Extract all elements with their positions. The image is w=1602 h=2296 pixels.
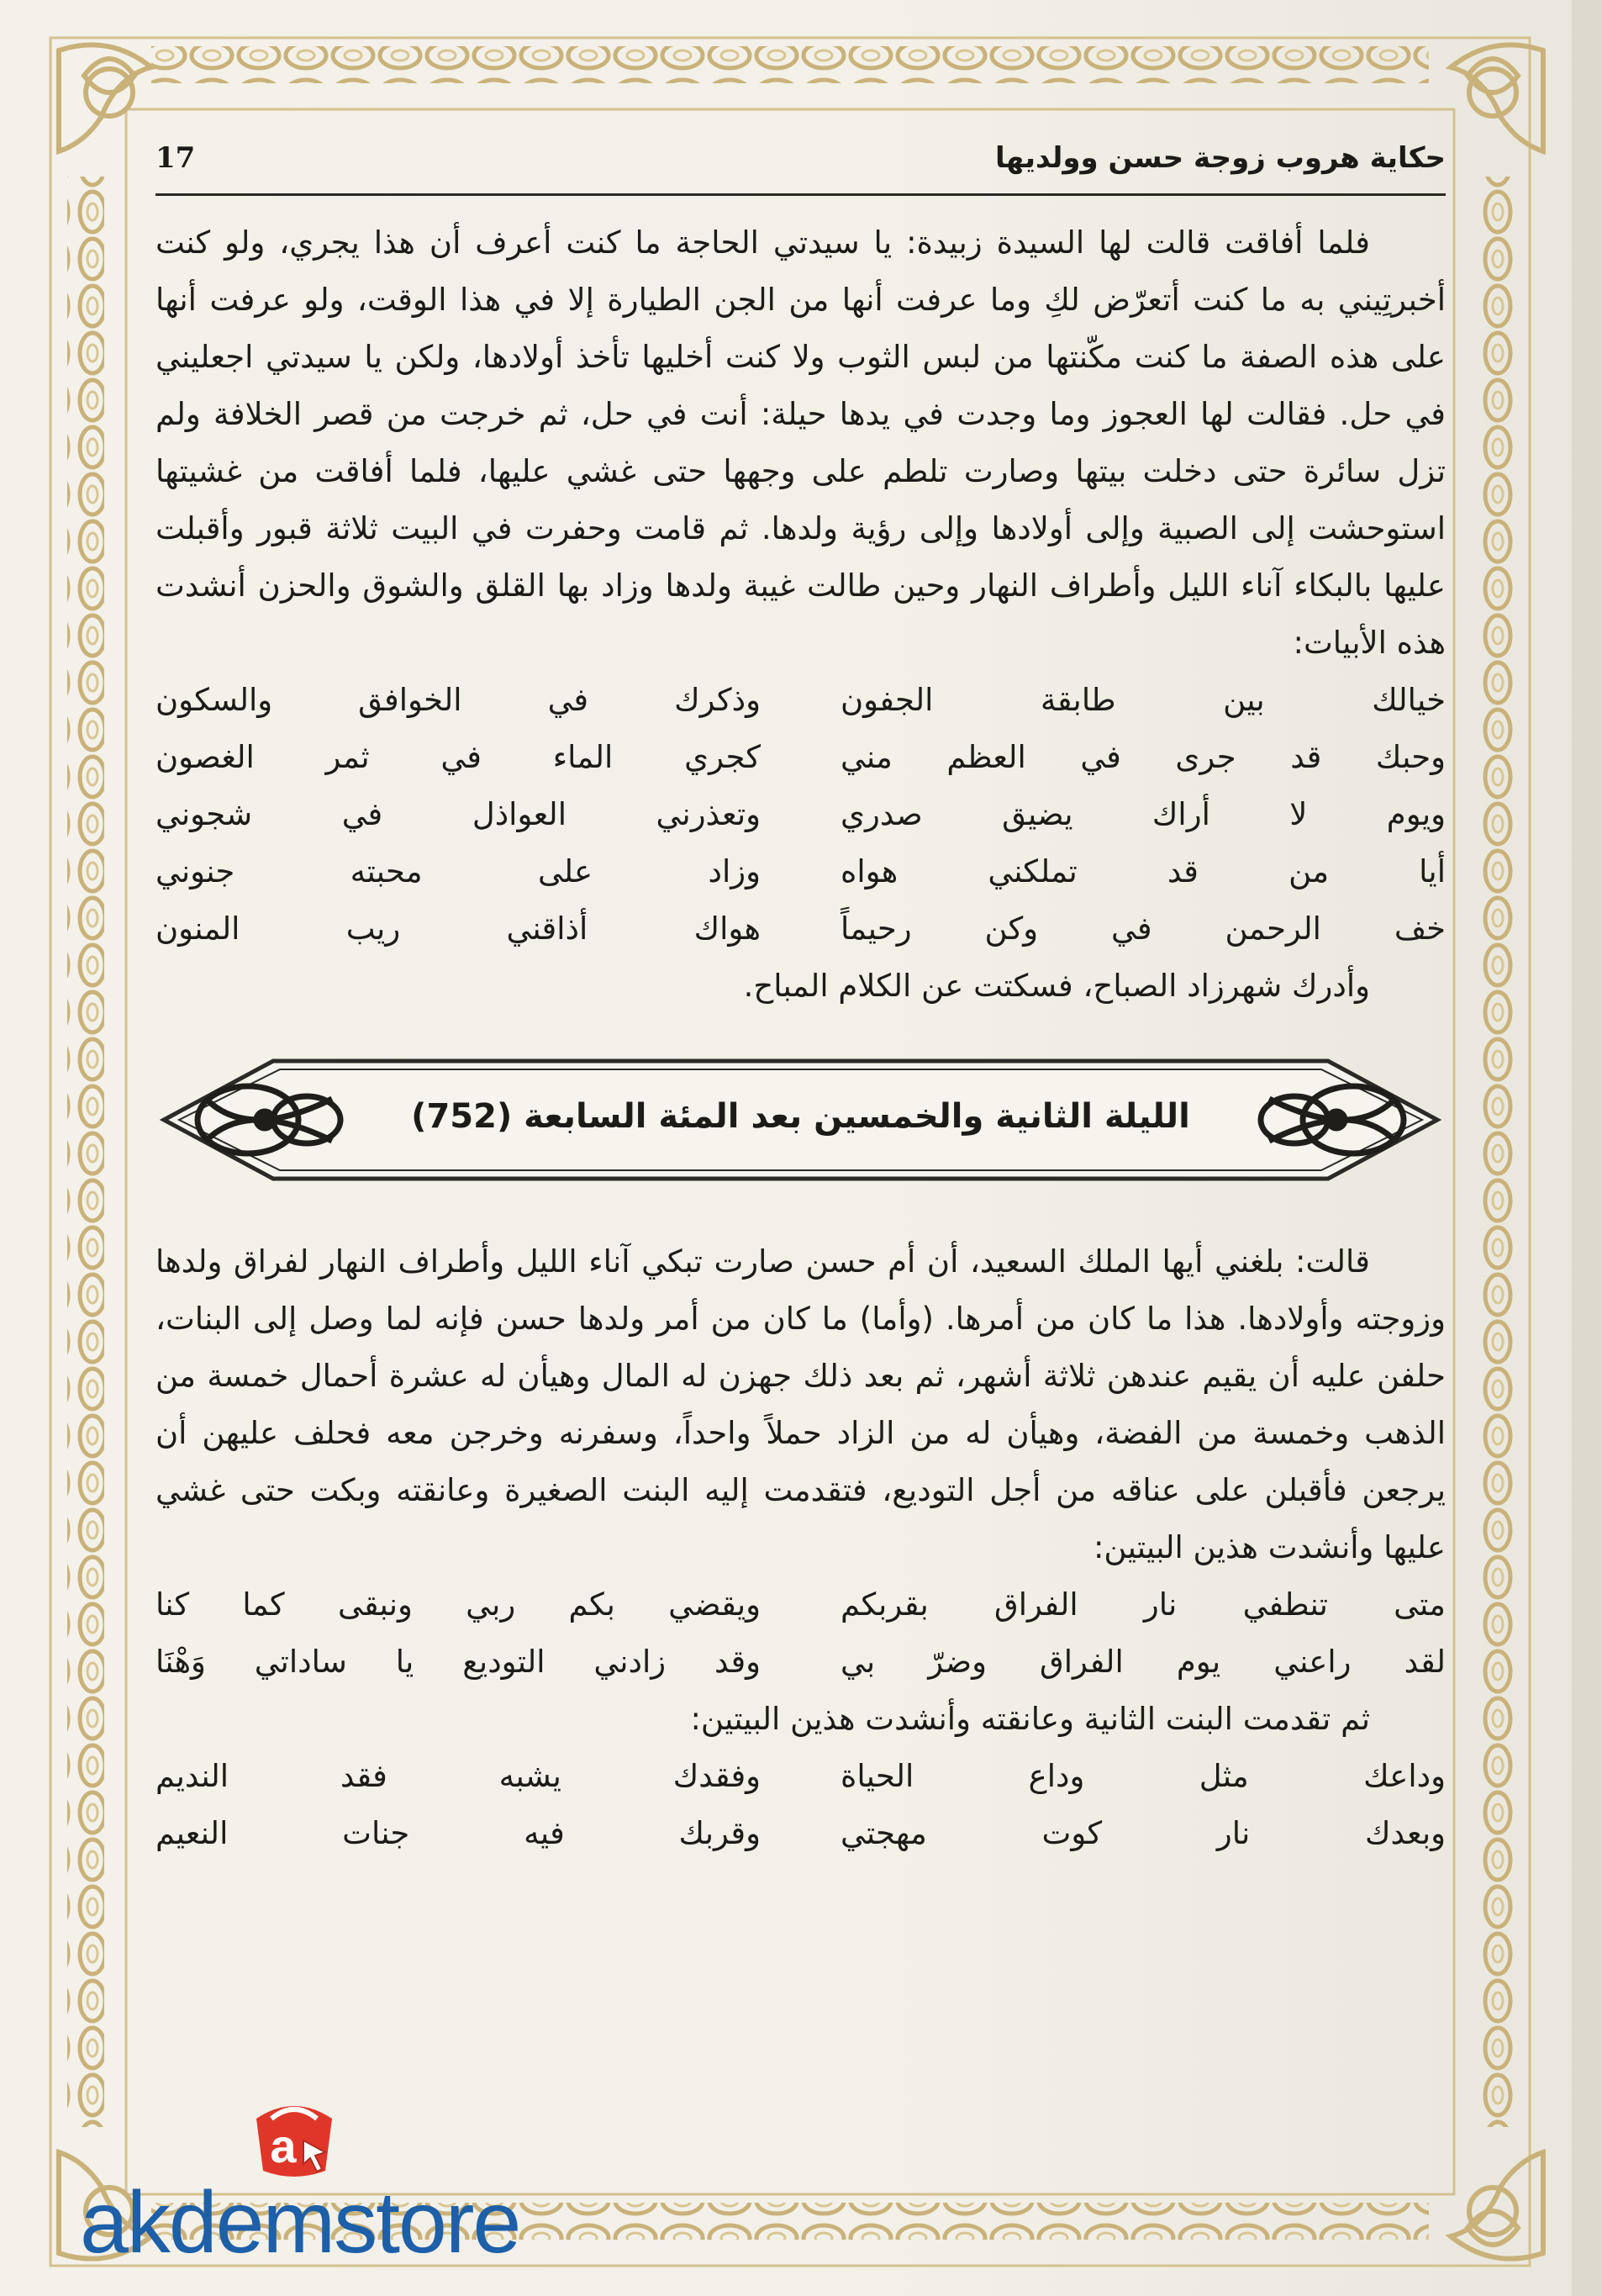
verse-line (155, 786, 1446, 843)
running-header (155, 135, 1446, 196)
page-number: 17 (155, 141, 196, 175)
verse-line (155, 843, 1446, 900)
verse-second-hemistich: هواك أذاقني ريب المنون (155, 910, 761, 947)
chapter-title: حكاية هروب زوجة حسن وولديها (995, 141, 1446, 175)
verse-second-hemistich: وتعذرني العواذل في شجوني (155, 796, 761, 832)
paragraph-1: فلما أفاقت قالت لها السيدة زبيدة: يا سيدتي الحاجة ما كنت أعرف أن هذا يجري، ولو كنت أخبرتِيني به ما كنت أتعرّض لكِ وما عرفت أنها من الجن الطيارة إلا في هذا الوقت، ولو عرفت أنها على هذه الصفة ما كنت مكّنتها من لبس الثوب ولا كنت أخليها تأخذ أولادها، ولكن يا سيدتي اجعليني في حل. فقالت لها العجوز وما وجدت في يدها حيلة: أنت في حل، ثم خرجت من قصر الخلافة ولم تزل سائرة حتى دخلت بيتها وصارت تلطم على وجهها حتى غشي عليها، فلما أفاقت من غشيتها استوحشت إلى الصبية وإلى أولادها وإلى رؤية ولدها. ثم قامت وحفرت في البيت ثلاثة قبور وأقبلت عليها بالبكاء آناء الليل وأطراف النهار وحين طالت غيبة ولدها وزاد بها القلق والشوق والحزن أنشدت هذه الأبيات: (155, 224, 1446, 661)
verse-line (155, 1805, 1446, 1862)
verse-first-hemistich: أيا من قد تملكني هواه (841, 853, 1446, 889)
verse-line (155, 729, 1446, 786)
poem-1 (155, 672, 1446, 958)
verse-first-hemistich: وحبك قد جرى في العظم مني (841, 739, 1446, 775)
poem-3 (155, 1748, 1446, 1862)
verse-first-hemistich: خف الرحمن في وكن رحيماً (841, 910, 1446, 947)
closing-line: وأدرك شهرزاد الصباح، فسكتت عن الكلام المباح. (743, 968, 1370, 1004)
verse-line (155, 1576, 1446, 1634)
verse-line (155, 1748, 1446, 1805)
verse-second-hemistich: وقد زادني التوديع يا ساداتي وَهْنَا (155, 1644, 761, 1680)
verse-first-hemistich: متى تنطفي نار الفراق بقربكم (841, 1586, 1446, 1623)
night-heading-banner (155, 1040, 1446, 1200)
verse-first-hemistich: ويوم لا أراك يضيق صدري (841, 796, 1446, 832)
shopping-cart-icon (248, 2093, 340, 2186)
verse-first-hemistich: خيالك بين طابقة الجفون (841, 682, 1446, 718)
store-watermark (80, 2093, 584, 2287)
bridge-line: ثم تقدمت البنت الثانية وعانقته وأنشدت هذين البيتين: (690, 1701, 1370, 1737)
brand-name: akdemstore (80, 2174, 520, 2272)
logo-icon-letter: a (270, 2119, 297, 2172)
verse-second-hemistich: وذكرك في الخوافق والسكون (155, 682, 761, 718)
verse-line (155, 900, 1446, 958)
night-title: الليلة الثانية والخمسين بعد المئة السابعة (752) (411, 1097, 1190, 1136)
verse-first-hemistich: وداعك مثل وداع الحياة (841, 1758, 1446, 1794)
corner-ornament-top-left (59, 45, 151, 151)
verse-second-hemistich: كجري الماء في ثمر الغصون (155, 739, 761, 775)
poem-2 (155, 1576, 1446, 1691)
verse-first-hemistich: وبعدك نار كوت مهجتي (841, 1815, 1446, 1851)
verse-second-hemistich: وفقدك يشبه فقد النديم (155, 1758, 761, 1794)
page-content (155, 135, 1446, 1862)
verse-second-hemistich: وقربك فيه جنات النعيم (155, 1815, 761, 1851)
verse-second-hemistich: ويقضي بكم ربي ونبقى كما كنا (155, 1586, 761, 1623)
verse-second-hemistich: وزاد على محبته جنوني (155, 853, 761, 889)
verse-first-hemistich: لقد راعني يوم الفراق وضرّ بي (841, 1644, 1446, 1680)
paragraph-2: قالت: بلغني أيها الملك السعيد، أن أم حسن صارت تبكي آناء الليل وأطراف النهار لفراق ولدها وزوجته وأولادها. هذا ما كان من أمرها. (وأما) ما كان من أمر ولدها حسن فإنه لما وصل إلى البنات، حلفن عليه أن يقيم عندهن ثلاثة أشهر، ثم بعد ذلك جهزن له المال وهيأن له عشرة أحمال خمسة من الذهب وخمسة من الفضة، وهيأن له من الزاد حملاً واحداً، وسفرنه وخرجن معه فحلف عليهن أن يرجعن فأقبلن على عناقه من أجل التوديع، فتقدمت إليه البنت الصغيرة وعانقته وبكت حتى غشي عليها وأنشدت هذين البيتين: (155, 1243, 1446, 1565)
verse-line (155, 672, 1446, 729)
verse-line (155, 1634, 1446, 1691)
